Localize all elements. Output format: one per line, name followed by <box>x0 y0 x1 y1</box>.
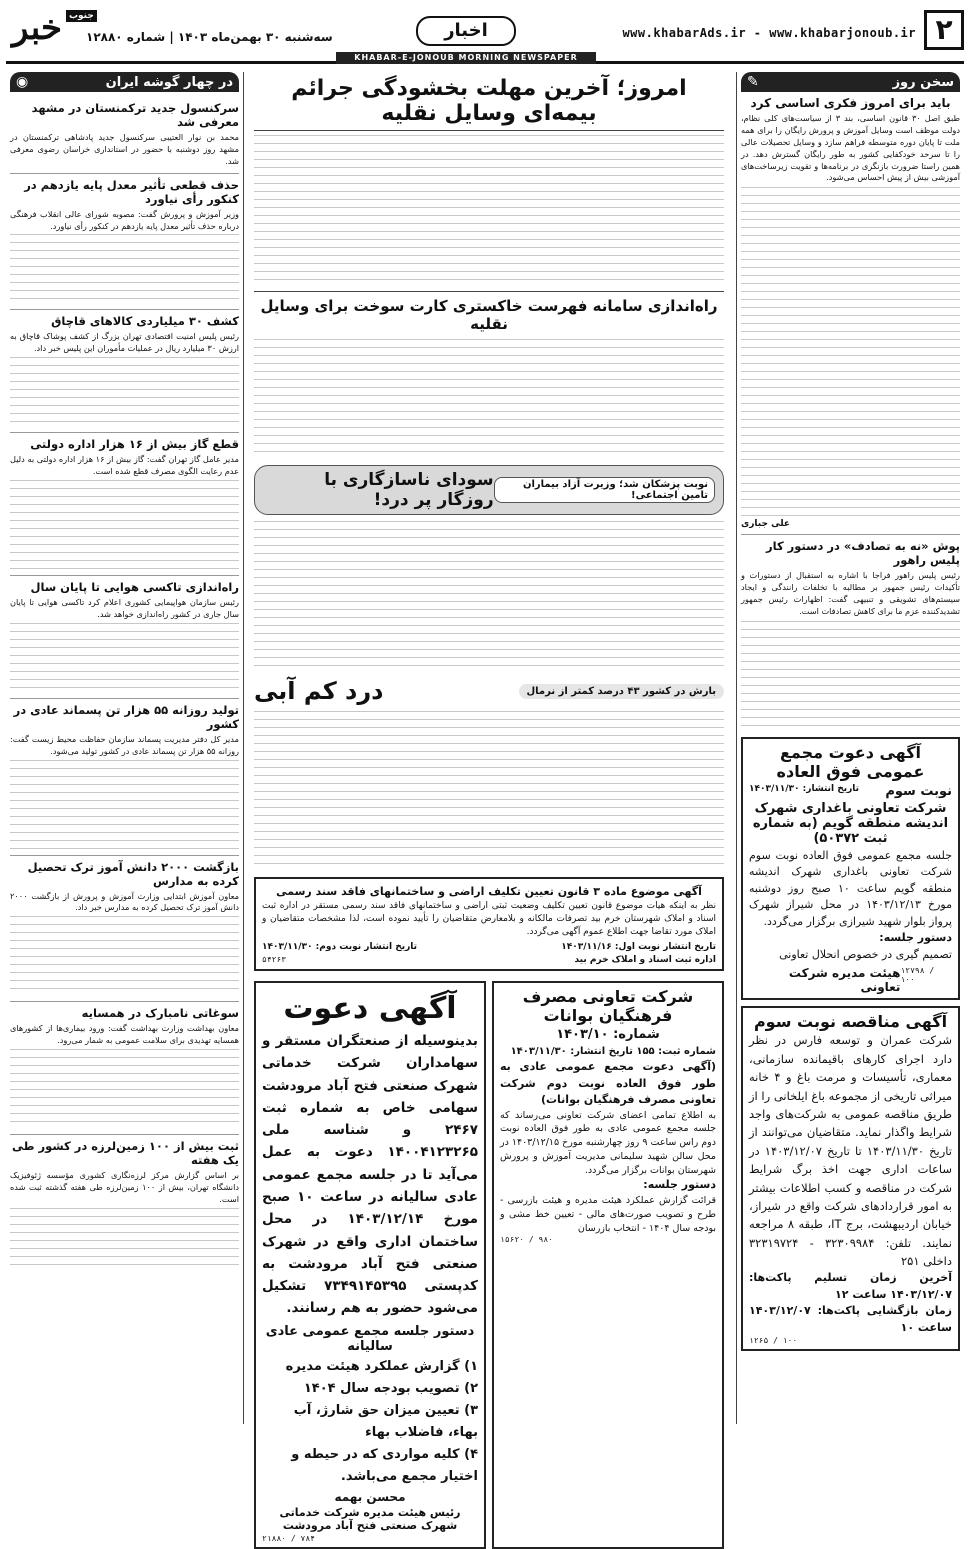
coop-ad <box>492 981 724 1549</box>
coop-number: شماره: ۱۴۰۳/۱۰ <box>556 1027 660 1043</box>
ad-signature: هیئت مدیره شرکت تعاونی <box>788 966 901 995</box>
ad-date: تاریخ انتشار: ۱۴۰۳/۱۱/۳۰ <box>749 783 860 794</box>
invite-code: ۲۱۸۸۰ / ۷۸۴ <box>262 1534 315 1544</box>
page-number: ۲ <box>924 10 964 50</box>
ad-round: نوبت سوم <box>885 783 952 799</box>
main-headline: امروز؛ آخرین مهلت بخشودگی جرائم بیمه‌ای وسایل نقلیه <box>254 76 724 131</box>
invite-title: آگهی دعوت <box>283 991 457 1027</box>
water-headline: درد کم آبی <box>254 677 384 705</box>
banner-headline: سودای ناسازگاری با روزگار پر درد! <box>324 470 494 510</box>
invite-agenda-item: ۱) گزارش عملکرد هیئت مدیره <box>285 1358 478 1374</box>
coop-agenda-label: دستور جلسه: <box>643 1178 716 1192</box>
brief-title: بازگشت ۲۰۰۰ دانش آموز ترک تحصیل کرده به مدارس <box>10 855 239 888</box>
water-article-text <box>254 711 724 871</box>
tender-code: ۱۲۶۵ / ۱۰۰ <box>749 1336 798 1346</box>
brief-continued-text <box>10 1049 239 1129</box>
logo-sub: جنوب <box>66 10 97 22</box>
brief-title: تولید روزانه ۵۵ هزار تن پسماند عادی در کشور <box>10 698 239 731</box>
brief-text: محمد بن نوار العتیبی سرکنسول جدید پادشاهی ترکمنستان در مشهد روز دوشنبه با حضور در استانداری خراسان رضوی معرفی شد. <box>10 132 239 166</box>
news-continued-text <box>741 621 960 731</box>
newspaper-page <box>6 6 964 1544</box>
land-notice-date-second: تاریخ انتشار نوبت دوم: ۱۴۰۳/۱۱/۳۰ <box>262 942 418 953</box>
fuel-card-headline: راه‌اندازی سامانه فهرست خاکستری کارت سوخت برای وسایل نقلیه <box>254 291 724 333</box>
brief-title: کشف ۳۰ میلیاردی کالاهای قاچاق <box>10 309 239 328</box>
brief-text: رئیس سازمان هواپیمایی کشوری اعلام کرد تاکسی هوایی تا پایان سال جاری در کشور راه‌اندازی خواهد شد. <box>10 597 239 619</box>
news-title: پوش «نه به تصادف» در دستور کار پلیس راهور <box>741 534 960 567</box>
editorial-box-title: سخن روز <box>892 74 954 90</box>
ad-title: آگهی دعوت مجمع عمومی فوق العاده <box>776 742 925 781</box>
brief-title: ثبت بیش از ۱۰۰ زمین‌لرزه در کشور طی یک هفته <box>10 1134 239 1167</box>
editorial-title: باید برای امروز فکری اساسی کرد <box>750 96 951 110</box>
invite-ad <box>254 981 486 1549</box>
site-url[interactable]: www.khabarAds.ir - www.khabarjonoub.ir <box>622 26 916 40</box>
ad-agenda: تصمیم گیری در خصوص انحلال تعاونی <box>779 947 952 961</box>
brief-continued-text <box>10 623 239 693</box>
brief-text: معاون آموزش ابتدایی وزارت آموزش و پرورش از بازگشت ۲۰۰۰ دانش آموز ترک تحصیل کرده به مدارس خبر داد. <box>10 890 239 913</box>
coop-title: شرکت تعاونی مصرف فرهنگیان بوانات <box>522 987 694 1026</box>
news-text: رئیس پلیس راهور فراجا با اشاره به استقبال از دستورات و تأکیدات رئیس جمهور بر مطالبه با تخلفات رانندگی و ایجاد سیستم‌های تشویقی و تنبیهی گفت: اظهارات رئیس جمهور تشدیدکننده عزم ما برای کاهش تصادفات است. <box>741 570 960 617</box>
land-notice-code: ۵۴۲۶۳ <box>262 955 287 965</box>
brief-continued-text <box>10 760 239 850</box>
fuel-card-article-text <box>254 339 724 459</box>
brief-text: رئیس پلیس امنیت اقتصادی تهران بزرگ از کشف پوشاک قاچاق به ارزش ۳۰ میلیارد ریال در عملیات مأموران این پلیس خبر داد. <box>10 331 239 354</box>
brief-title: سرکنسول جدید ترکمنستان در مشهد معرفی شد <box>31 101 239 129</box>
tender-text: شرکت عمران و توسعه فارس در نظر دارد اجرای کارهای باقیمانده سازمانی، معماری، تأسیسات و مرمت باغ و ۴ خانه میراثی تاریخی از مجموعه باغ ایلخانی را از طریق مناقصه عمومی به شرکت‌های واجد شرایط واگذار نماید. متقاضیان می‌توانند از تاریخ ۱۴۰۳/۱۱/۳۰ تا تاریخ ۱۴۰۳/۱۲/۰۷ در ساعات اداری جهت اخذ برگ شرایط شرکت در مناقصه و کسب اطلاعات بیشتر به امور قراردادهای شرکت واقع در شیراز، خیابان اردیبهشت، برج IT، طبقه ۸ مراجعه نمایند. تلفن: ۳۲۳۰۹۹۸۴ - ۳۲۳۱۹۷۲۴ داخلی ۲۵۱ <box>749 1033 953 1269</box>
map-pin-icon: ◉ <box>16 74 29 90</box>
coop-agenda: قرائت گزارش عملکرد هیئت مدیره و هیئت بازرسی - طرح و تصویب صورت‌های مالی - تعیین خط مشی و بودجه سال ۱۴۰۴ - انتخاب بازرسان <box>500 1194 716 1234</box>
invite-text: بدینوسیله از صنعتگران مستقر و سهامداران شرکت خدماتی شهرک صنعتی فتح آباد مرودشت سهامی خاص به شماره ثبت ۲۴۶۷ و شناسه ملی ۱۴۰۰۴۱۲۳۲۶۵ دعوت به عمل می‌آید تا در جلسه مجمع عمومی عادی سالیانه در ساعت ۱۰ صبح مورخ ۱۴۰۳/۱۲/۱۴ در محل ساختمان اداری واقع در شهرک صنعتی فتح آباد مرودشت به کدپستی ۷۳۴۹۱۴۵۳۹۵ تشکیل می‌شود حضور به هم رسانند. <box>262 1033 478 1317</box>
issue-info: سه‌شنبه ۳۰ بهمن‌ماه ۱۴۰۳ | شماره ۱۲۸۸۰ <box>86 30 333 44</box>
coop-text: به اطلاع تمامی اعضای شرکت تعاونی می‌رساند که جلسه مجمع عمومی عادی به طور فوق العاده نوبت دوم راس ساعت ۹ روز چهارشنبه مورخ ۱۴۰۳/۱۲/۱۵ در محل سالن شهید سلیمانی مدیریت آموزش و پرورش شهرستان بوانات برگزار می‌گردد. <box>500 1109 716 1176</box>
brief-text: وزیر آموزش و پرورش گفت: مصوبه شورای عالی انقلاب فرهنگی درباره حذف تأثیر معدل پایه یازدهم در کنکور رأی نیاورد. <box>10 208 239 231</box>
pen-icon: ✎ <box>747 74 759 90</box>
masthead <box>6 6 964 64</box>
tender-deadline: آخرین زمان تسلیم پاکت‌ها: ۱۴۰۳/۱۲/۰۷ ساعت ۱۲ <box>749 1271 952 1301</box>
water-deck: بارش در کشور ۴۳ درصد کمتر از نرمال <box>519 684 725 699</box>
brief-title: حذف قطعی تأثیر معدل پایه یازدهم در کنکور رأی نیاورد <box>10 173 239 206</box>
news-box-title: در چهار گوشه ایران <box>105 74 233 90</box>
editorial-text: طبق اصل ۳۰ قانون اساسی، بند ۳ از سیاست‌های کلی نظام، دولت موظف است وسایل آموزش و پرورش رایگان را برای همه ملت تا پایان دوره متوسطه فراهم سازد و وسایل تحصیلات عالی را تا سرحد خودکفایی کشور به طور رایگان گسترش دهد. در همین راستا ضرورت بازنگری در برنامه‌ها و تقویت زیرساخت‌های آموزشی بیش از پیش احساس می‌شود. <box>741 113 960 183</box>
right-column <box>736 72 964 1424</box>
logo-text: خبر <box>12 8 63 48</box>
invite-agenda-item: ۲) تصویب بودجه سال ۱۴۰۴ <box>303 1380 478 1396</box>
tender-opening: زمان بازگشایی پاکت‌ها: ۱۴۰۳/۱۲/۰۷ ساعت ۱۰ <box>749 1304 952 1334</box>
brief-continued-text <box>10 1208 239 1268</box>
brief-title: سوغاتی نامبارک در همسایه <box>10 1001 239 1020</box>
land-notice-title: آگهی موضوع ماده ۳ قانون تعیین تکلیف اراضی و ساختمانهای فاقد سند رسمی <box>276 885 702 898</box>
editorial-continued-text <box>741 187 960 517</box>
center-column <box>250 72 728 1544</box>
tender-title: آگهی مناقصه نوبت سوم <box>753 1012 948 1032</box>
ad-text: جلسه مجمع عمومی فوق العاده نوبت سوم شرکت تعاونی باغداری شهرک اندیشه منطقه گویم ساعت ۱۰ صبح روز دوشنبه مورخ ۱۴۰۳/۱۲/۱۳ در محل شیراز شهرک پرواز بلوار شهید شیرازی برگزار می‌گردد. <box>749 848 952 928</box>
brief-title: قطع گاز بیش از ۱۶ هزار اداره دولتی <box>10 432 239 451</box>
coop-subtitle: (آگهی دعوت مجمع عمومی عادی به طور فوق العاده نوبت دوم شرکت تعاونی مصرف فرهنگیان بوانات) <box>500 1060 716 1107</box>
brief-continued-text <box>10 357 239 427</box>
brief-text: معاون بهداشت وزارت بهداشت گفت: ورود بیماری‌ها از کشورهای همسایه تهدیدی برای سلامت عمومی به شمار می‌رود. <box>10 1023 239 1046</box>
land-notice <box>254 877 724 971</box>
invite-signer-name: محسن بهمه <box>334 1490 406 1505</box>
section-name: اخبار <box>416 16 516 46</box>
ad-company: شرکت تعاونی باغداری شهرک اندیشه منطقه گویم (به شماره ثبت ۵۰۳۷۲) <box>752 800 949 846</box>
banner-deck: نوبت پزشکان شد؛ وزیرت آزاد بیماران تامین اجتماعی! <box>494 477 715 503</box>
bottom-ads-row <box>254 975 724 1549</box>
newspaper-logo <box>6 6 94 52</box>
social-security-article-text <box>254 521 724 671</box>
brief-title: راه‌اندازی تاکسی هوایی تا پایان سال <box>10 575 239 594</box>
main-article-text <box>254 135 724 285</box>
invite-agenda-item: ۴) کلیه مواردی که در حیطه و اختیار مجمع می‌باشد. <box>291 1446 478 1485</box>
invite-agenda-list <box>262 1356 478 1489</box>
brief-continued-text <box>10 234 239 304</box>
invite-agenda-title: دستور جلسه مجمع عمومی عادی سالیانه <box>265 1323 475 1354</box>
ad-code: ۱۲۷۹۸ / ۱۰۰ <box>900 966 935 985</box>
brief-text: مدیر کل دفتر مدیریت پسماند سازمان حفاظت محیط زیست گفت: روزانه ۵۵ هزار تن پسماند عادی در کشور تولید می‌شود. <box>10 733 239 756</box>
general-assembly-ad <box>741 737 960 1001</box>
editorial-box-header <box>741 72 960 92</box>
coop-reg: شماره ثبت: ۱۵۵ تاریخ انتشار: ۱۴۰۳/۱۱/۳۰ <box>510 1046 716 1058</box>
news-box-header <box>10 72 239 92</box>
coop-code: ۱۵۶۲۰ / ۹۸۰ <box>500 1235 553 1245</box>
left-column <box>6 72 244 1424</box>
ad-agenda-label: دستور جلسه: <box>879 931 952 945</box>
invite-signer-title: رئیس هیئت مدیره شرکت خدماتی شهرک صنعتی فتح آباد مرودشت <box>279 1506 461 1533</box>
invite-agenda-item: ۳) تعیین میزان حق شارژ، آب بهاء، فاضلاب بهاء <box>293 1402 478 1440</box>
brief-continued-text <box>10 480 239 570</box>
water-headline-row <box>254 677 724 705</box>
land-notice-text: نظر به اینکه هیات موضوع قانون تعیین تکلیف وضعیت ثبتی اراضی و ساختمانهای فاقد سند رسمی مستقر در اداره ثبت اسناد و املاک شهرستان خرم بید تصرفات مالکانه و بلامعارض متقاضیان را تأیید نموده است، لذا مشخصات متقاضیان و املاک مورد تقاضا جهت اطلاع عموم آگهی می‌گردد. <box>262 901 716 938</box>
social-security-banner <box>254 465 724 515</box>
tender-ad <box>741 1006 960 1351</box>
brief-text: بر اساس گزارش مرکز لرزه‌نگاری کشوری مؤسسه ژئوفیزیک دانشگاه تهران، بیش از ۱۰۰ زمین‌لرزه طی هفته گذشته ثبت شده است. <box>10 1170 240 1204</box>
land-notice-date-first: تاریخ انتشار نوبت اول: ۱۴۰۳/۱۱/۱۶ <box>561 942 716 953</box>
brief-continued-text <box>10 916 239 996</box>
land-notice-office: اداره ثبت اسناد و املاک خرم بید <box>574 955 716 966</box>
editorial-author: علی جباری <box>741 519 791 530</box>
brief-text: مدیر عامل گاز تهران گفت: گاز بیش از ۱۶ هزار اداره دولتی به دلیل عدم رعایت الگوی مصرف قطع شده است. <box>10 454 239 477</box>
edition-strip: KHABAR-E-JONOUB MORNING NEWSPAPER <box>336 52 596 64</box>
